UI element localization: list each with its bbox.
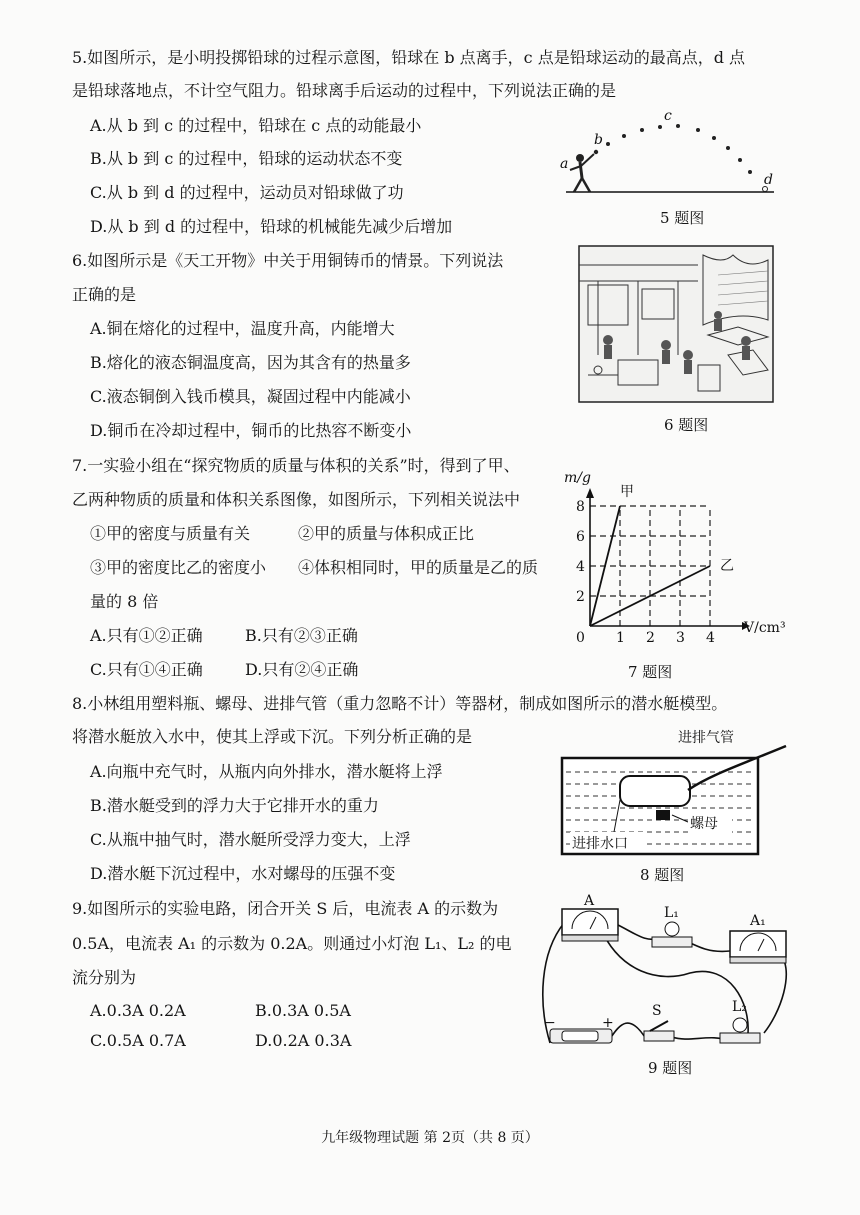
q7-statement-4: ④体积相同时，甲的质量是乙的质 xyxy=(298,558,539,577)
label-water-port: 进排水口 xyxy=(572,836,628,852)
q6-option-b[interactable]: B.熔化的液态铜温度高，因为其含有的热量多 xyxy=(90,353,411,372)
athlete-icon xyxy=(570,154,594,192)
q7-option-d[interactable]: D.只有②④正确 xyxy=(245,660,359,679)
x-tick-0: 0 xyxy=(576,630,585,646)
label-c: c xyxy=(664,108,672,124)
q9-option-c[interactable]: C.0.5A 0.7A xyxy=(90,1031,186,1050)
q7-caption: 7 题图 xyxy=(628,663,673,681)
q8-option-b[interactable]: B.潜水艇受到的浮力大于它排开水的重力 xyxy=(90,796,379,815)
q5-option-d[interactable]: D.从 b 到 d 的过程中，铅球的机械能先减少后增加 xyxy=(90,217,453,236)
q5-option-c[interactable]: C.从 b 到 d 的过程中，运动员对铅球做了功 xyxy=(90,183,404,202)
q8-option-d[interactable]: D.潜水艇下沉过程中，水对螺母的压强不变 xyxy=(90,864,396,883)
battery xyxy=(550,1029,612,1043)
label-d: d xyxy=(764,172,773,188)
q7-mass-volume-chart xyxy=(560,460,800,650)
q8-caption: 8 题图 xyxy=(640,866,685,884)
y-tick-4: 4 xyxy=(576,559,585,575)
q7-statement-1: ①甲的密度与质量有关 xyxy=(90,524,251,543)
q8-option-a[interactable]: A.向瓶中充气时，从瓶内向外排水，潜水艇将上浮 xyxy=(90,762,443,781)
q6-option-a[interactable]: A.铜在熔化的过程中，温度升高，内能增大 xyxy=(90,319,395,338)
plastic-bottle xyxy=(620,776,690,806)
q7-stem-line2: 乙两种物质的质量和体积关系图像，如图所示，下列相关说法中 xyxy=(72,490,521,509)
q6-stem-line2: 正确的是 xyxy=(72,285,137,304)
label-ammeter-a1: A₁ xyxy=(750,913,766,929)
q5-shotput-figure xyxy=(560,110,780,200)
y-axis-arrow xyxy=(586,488,594,498)
q8-option-c[interactable]: C.从瓶中抽气时，潜水艇所受浮力变大，上浮 xyxy=(90,830,411,849)
ammeter-a1 xyxy=(730,931,786,963)
q9-stem-line1: 9.如图所示的实验电路，闭合开关 S 后，电流表 A 的示数为 xyxy=(72,899,499,918)
q9-option-d[interactable]: D.0.2A 0.3A xyxy=(255,1031,352,1050)
bulb-l1 xyxy=(652,922,692,947)
y-tick-8: 8 xyxy=(576,499,585,515)
x-tick-4: 4 xyxy=(706,630,715,646)
x-tick-1: 1 xyxy=(616,630,625,646)
q7-option-a[interactable]: A.只有①②正确 xyxy=(90,626,203,645)
y-axis-label: m/g xyxy=(564,470,591,486)
nut xyxy=(656,810,670,820)
page-footer: 九年级物理试题 第 2页（共 8 页） xyxy=(321,1130,539,1146)
q5-option-b[interactable]: B.从 b 到 c 的过程中，铅球的运动状态不变 xyxy=(90,149,403,168)
q7-statement-2: ②甲的质量与体积成正比 xyxy=(298,524,475,543)
q7-statement-3: ③甲的密度比乙的密度小 xyxy=(90,558,267,577)
label-minus: − xyxy=(544,1015,556,1031)
x-axis-label: V/cm³ xyxy=(744,620,786,636)
q9-stem-line3: 流分别为 xyxy=(72,968,137,987)
q7-statement-4-cont: 量的 8 倍 xyxy=(90,592,159,611)
q8-stem-line2: 将潜水艇放入水中，使其上浮或下沉。下列分析正确的是 xyxy=(72,727,473,746)
q8-submarine-figure xyxy=(560,720,790,860)
x-tick-2: 2 xyxy=(646,630,655,646)
label-b: b xyxy=(594,132,603,148)
q6-casting-illustration xyxy=(578,245,774,403)
label-switch: S xyxy=(652,1003,662,1019)
label-ammeter-a: A xyxy=(584,893,595,909)
q5-stem-line2: 是铅球落地点，不计空气阻力。铅球离手后运动的过程中，下列说法正确的是 xyxy=(72,81,617,100)
bulb-l2 xyxy=(720,1018,760,1043)
q9-stem-line2: 0.5A，电流表 A₁ 的示数为 0.2A。则通过小灯泡 L₁、L₂ 的电 xyxy=(72,934,512,953)
switch-s xyxy=(644,1021,674,1041)
q7-option-b[interactable]: B.只有②③正确 xyxy=(245,626,358,645)
q7-stem-line1: 7.一实验小组在“探究物质的质量与体积的关系”时，得到了甲、 xyxy=(72,456,520,475)
q9-caption: 9 题图 xyxy=(648,1059,693,1077)
q5-stem-line1: 5.如图所示，是小明投掷铅球的过程示意图，铅球在 b 点离手，c 点是铅球运动的最高点，d 点 xyxy=(72,48,746,67)
q5-option-a[interactable]: A.从 b 到 c 的过程中，铅球在 c 点的动能最小 xyxy=(90,116,422,135)
y-tick-6: 6 xyxy=(576,529,585,545)
y-tick-2: 2 xyxy=(576,589,585,605)
ammeter-a xyxy=(562,909,618,941)
label-l2: L₂ xyxy=(732,999,747,1015)
q6-stem-line1: 6.如图所示是《天工开物》中关于用铜铸币的情景。下列说法 xyxy=(72,251,504,270)
series-label-2: 乙 xyxy=(720,558,734,574)
q6-option-c[interactable]: C.液态铜倒入钱币模具，凝固过程中内能减小 xyxy=(90,387,411,406)
q5-caption: 5 题图 xyxy=(660,209,705,227)
label-plus: + xyxy=(602,1015,614,1031)
label-intake-pipe: 进排气管 xyxy=(678,730,734,746)
q6-option-d[interactable]: D.铜币在冷却过程中，铜币的比热容不断变小 xyxy=(90,421,412,440)
x-tick-3: 3 xyxy=(676,630,685,646)
label-l1: L₁ xyxy=(664,905,679,921)
q9-option-b[interactable]: B.0.3A 0.5A xyxy=(255,1001,351,1020)
label-nut: 螺母 xyxy=(690,816,718,832)
series-label-1: 甲 xyxy=(620,484,634,500)
q9-option-a[interactable]: A.0.3A 0.2A xyxy=(90,1001,186,1020)
q9-circuit-figure xyxy=(540,893,796,1053)
wire-switch-battery xyxy=(610,1023,646,1039)
q6-caption: 6 题图 xyxy=(664,416,709,434)
wire-a1-right xyxy=(764,953,786,1033)
label-a: a xyxy=(560,156,569,172)
q8-stem-line1: 8.小林组用塑料瓶、螺母、进排气管（重力忽略不计）等器材，制成如图所示的潜水艇模型。 xyxy=(72,694,728,713)
q7-option-c[interactable]: C.只有①④正确 xyxy=(90,660,203,679)
